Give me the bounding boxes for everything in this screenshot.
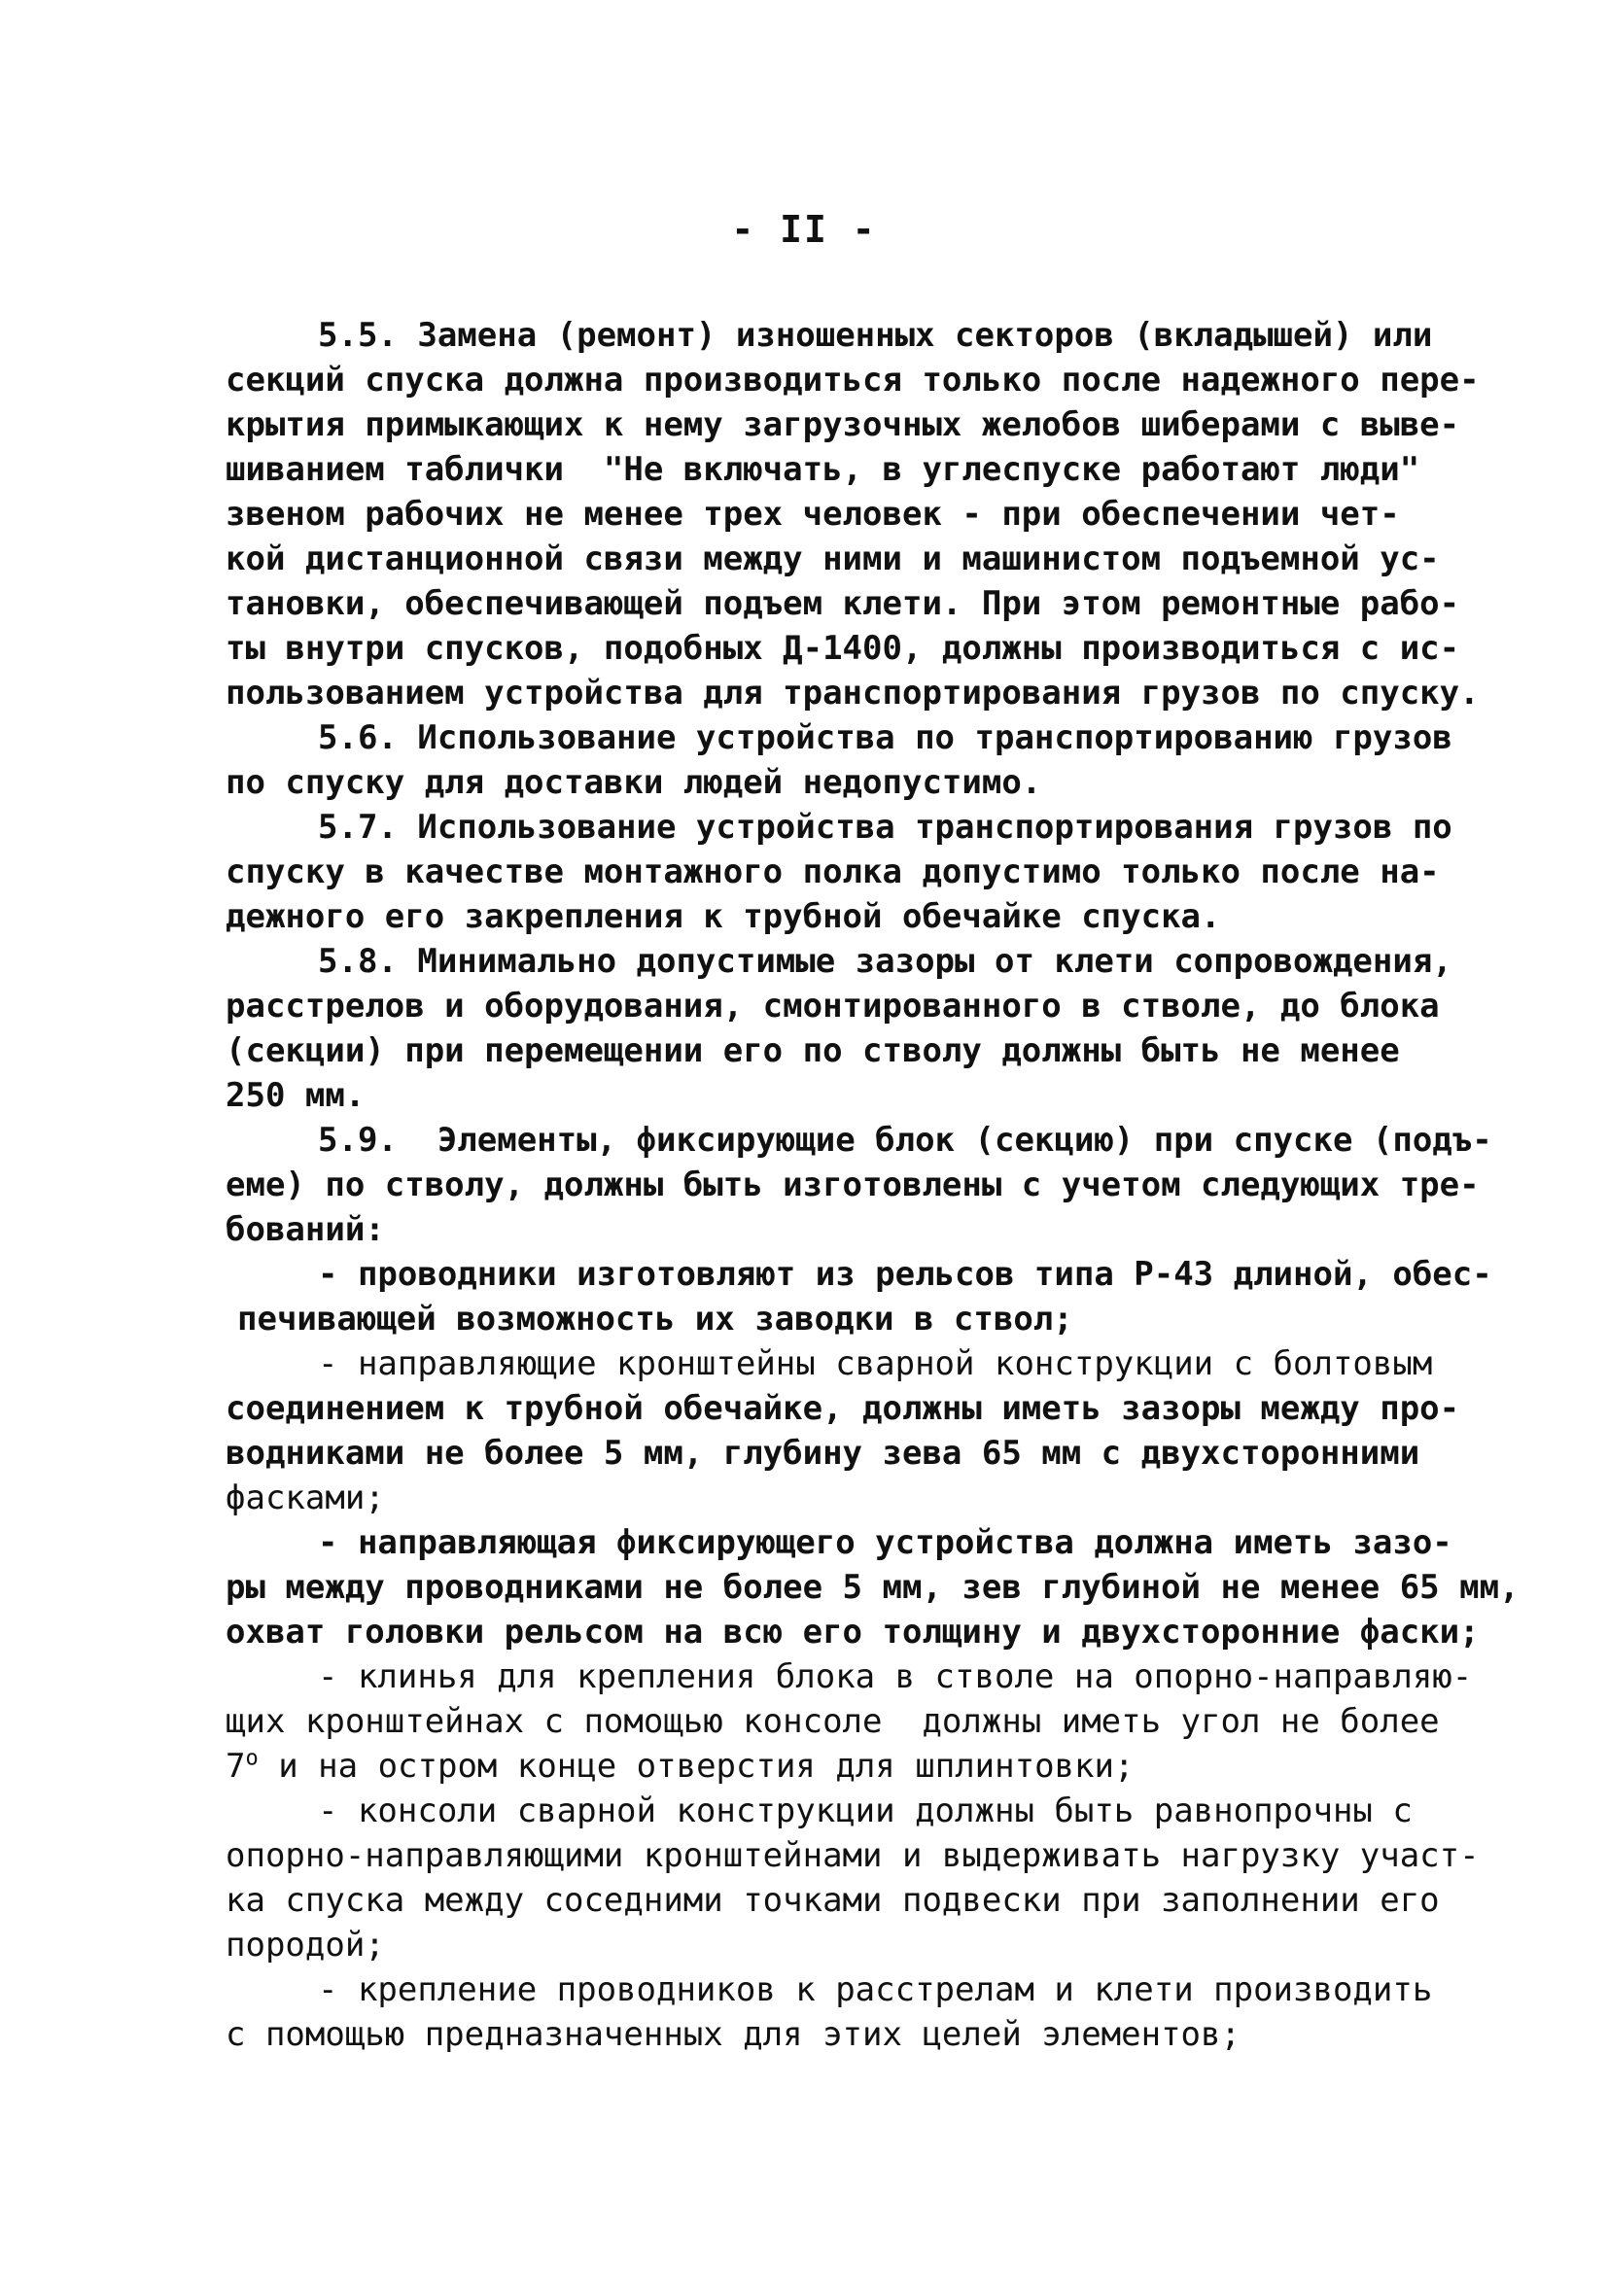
text-line: дежного его закрепления к трубной обечайке спуска. xyxy=(226,897,1221,936)
text-line: тановки, обеспечивающей подъем клети. При этом ремонтные рабо- xyxy=(226,584,1460,623)
list-item-line: - направляющая фиксирующего устройства должна иметь зазо- xyxy=(318,1523,1452,1562)
text-line: бований: xyxy=(226,1210,385,1249)
body-text xyxy=(226,313,1520,2057)
text-line: печивающей возможность их заводки в ствол; xyxy=(237,1300,1073,1339)
text-line: фасками; xyxy=(226,1478,385,1517)
text-line: шиванием таблички "Не включать, в углеспуске работают люди" xyxy=(226,450,1420,489)
text-line: ка спуска между соседними точками подвески при заполнении его xyxy=(226,1881,1440,1920)
text-line: расстрелов и оборудования, смонтированного в стволе, до блока xyxy=(226,987,1440,1026)
paragraph-5-8-line: 5.8. Минимально допустимые зазоры от клети сопровождения, xyxy=(318,942,1452,981)
text-line: пользованием устройства для транспортирования грузов по спуску. xyxy=(226,674,1480,713)
angle-line-text: и на остром конце отверстия для шплинтовки; xyxy=(278,1747,1135,1786)
angle-value: 7 xyxy=(226,1747,246,1786)
paragraph-5-5-line: 5.5. Замена (ремонт) изношенных секторов (вкладышей) или xyxy=(318,316,1433,355)
list-item-line: - консоли сварной конструкции должны быть равнопрочны с xyxy=(318,1792,1413,1830)
text-line: охват головки рельсом на всю его толщину и двухсторонние фаски; xyxy=(226,1613,1480,1652)
angle-line xyxy=(226,1744,1431,1789)
list-item-line: - направляющие кронштейны сварной конструкции с болтовым xyxy=(318,1344,1433,1383)
text-line: кой дистанционной связи между ними и машинистом подъемной ус- xyxy=(226,539,1440,578)
list-item-line: - клинья для крепления блока в стволе на опорно-направляю- xyxy=(318,1657,1473,1696)
page-number: - II - xyxy=(731,208,877,251)
text-line: по спуску для доставки людей недопустимо. xyxy=(226,763,1042,802)
text-line: ры между проводниками не более 5 мм, зев глубиной не менее 65 мм, xyxy=(226,1568,1520,1607)
text-line: опорно-направляющими кронштейнами и выдерживать нагрузку участ- xyxy=(226,1836,1480,1875)
text-line: (секции) при перемещении его по стволу должны быть не менее xyxy=(226,1031,1400,1070)
angle-unit: о xyxy=(245,1746,259,1771)
text-line: породой; xyxy=(226,1926,385,1965)
text-line: 250 мм. xyxy=(226,1076,366,1115)
text-line: секций спуска должна производиться только после надежного пере- xyxy=(226,361,1480,400)
text-line: водниками не более 5 мм, глубину зева 65 мм с двухсторонними xyxy=(226,1434,1420,1473)
text-line: крытия примыкающих к нему загрузочных желобов шиберами с выве- xyxy=(226,405,1460,444)
list-item-line: - проводники изготовляют из рельсов типа Р-43 длиной, обес- xyxy=(318,1255,1492,1294)
paragraph-5-7-line: 5.7. Использование устройства транспортирования грузов по xyxy=(318,808,1452,847)
text-line: звеном рабочих не менее трех человек - при обеспечении чет- xyxy=(226,495,1400,534)
text-line: соединением к трубной обечайке, должны иметь зазоры между про- xyxy=(226,1389,1460,1428)
text-line: ты внутри спусков, подобных Д-1400, должны производиться с ис- xyxy=(226,629,1460,668)
list-item-line: - крепление проводников к расстрелам и клети производить xyxy=(318,1970,1433,2009)
text-line: еме) по стволу, должны быть изготовлены с учетом следующих тре- xyxy=(226,1165,1480,1204)
text-line: спуску в качестве монтажного полка допустимо только после на- xyxy=(226,852,1440,891)
paragraph-5-9-line: 5.9. Элементы, фиксирующие блок (секцию) при спуске (подъ- xyxy=(318,1121,1492,1160)
text-line: с помощью предназначенных для этих целей элементов; xyxy=(226,2015,1241,2054)
paragraph-5-6-line: 5.6. Использование устройства по транспортированию грузов xyxy=(318,718,1452,757)
text-line: щих кронштейнах с помощью консоле должны иметь угол не более xyxy=(226,1702,1440,1741)
